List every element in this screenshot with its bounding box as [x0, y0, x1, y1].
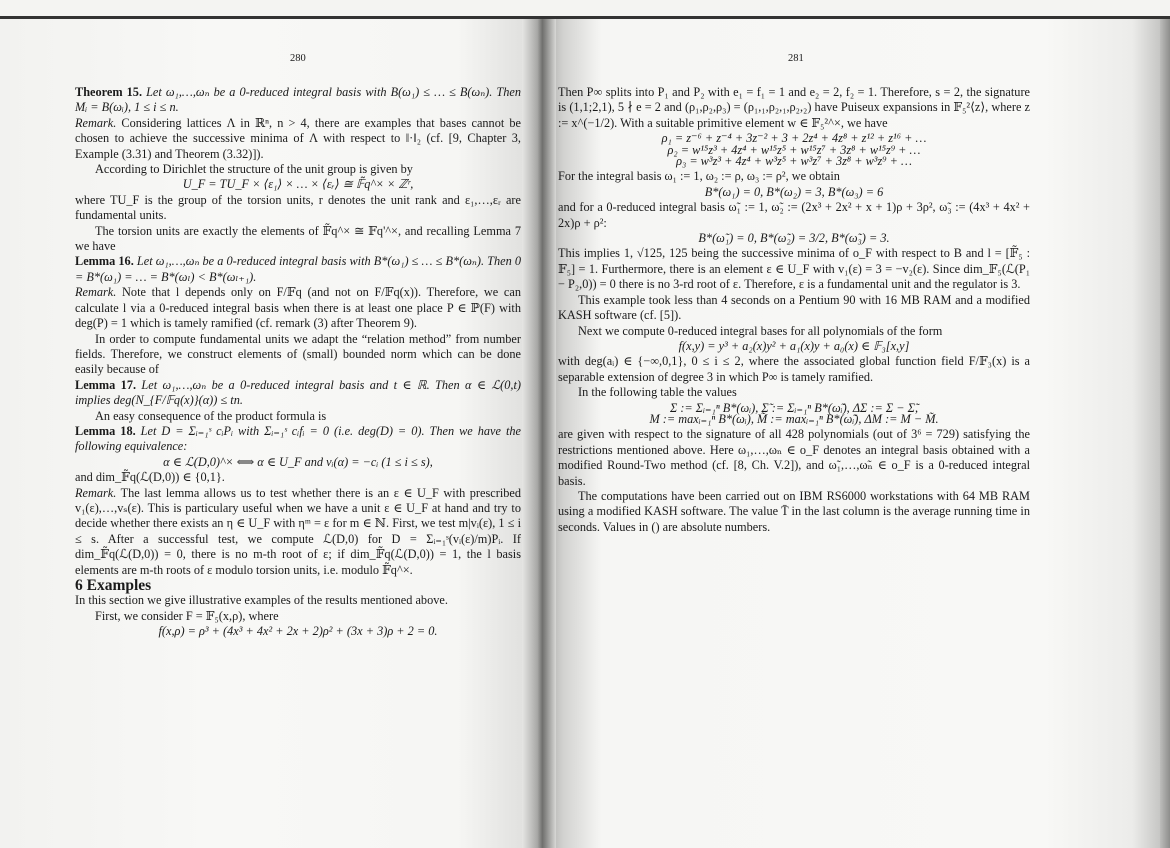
page-right — [538, 19, 1170, 848]
body-paragraph: Next we compute 0-reduced integral bases for all polynomials of the form — [578, 323, 943, 338]
theorem-label: Theorem 15. — [75, 85, 143, 99]
display-equation: ρ₂ = w¹⁵z³ + 4z⁴ + w¹⁵z⁵ + w¹⁵z⁷ + 3z⁸ + w¹⁵z⁹ + … — [667, 142, 921, 157]
page-left — [0, 19, 538, 848]
body-paragraph: Then P∞ splits into P₁ and P₂ with e₁ = f₁ = 1 and e₂ = 2, f₂ = 1. Therefore, s = 2, the signature is (1,1;2,1), 5 ∤ e = 2 and (ρ₁,ρ₂,ρ₃) = (ρ₁,₁,ρ₂,₁,ρ₂,₂) have Puiseux expansions in 𝔽₅²⟨z⟩, where z := x^(−1/2). With a suitable primitive element w ∈ 𝔽₅²^×, we have — [558, 85, 1030, 130]
body-paragraph: and for a 0-reduced integral basis ω̃₁ := 1, ω̃₂ := (2x³ + 2x² + x + 1)ρ + 3ρ², ω̃₃ := (4x³ + 4x² + 2x)ρ + ρ²: — [558, 200, 1030, 230]
body-paragraph: The torsion units are exactly the elements of 𝔽̃q^× ≅ 𝔽q'^×, and recalling Lemma 7 we have — [75, 223, 521, 254]
body-paragraph: This implies 1, √125, 125 being the successive minima of o_F with respect to B and l = [𝔽̃₅ : 𝔽₅] = 1. Furthermore, there is an element ε ∈ U_F with v₁(ε) = 3 = −v₂(ε). Since dim_𝔽₅(ℒ(P₁ − P₂,0)) = 0 there is no 3-rd root of ε. Therefore, ε is a fundamental unit and the regulator is 3. — [558, 246, 1030, 292]
body-paragraph: are given with respect to the signature of all 428 polynomials (out of 3⁶ = 729) satisfying the restrictions mentioned above. Here ω₁,…,ωₙ ∈ o_F denotes an integral basis obtained with a modified Round-Two method (cf. [8, Ch. V.2]), and ω̃₁,…,ω̃ₙ ∈ o_F is a 0-reduced integral basis. — [558, 427, 1030, 488]
display-equation: f(x,y) = y³ + a₂(x)y² + a₁(x)y + a₀(x) ∈ 𝔽₃[x,y] — [678, 338, 910, 353]
theorem-statement — [75, 254, 521, 285]
display-equation: f(x,ρ) = ρ³ + (4x³ + 4x² + 2x + 2)ρ² + (3x + 3)ρ + 2 = 0. — [158, 624, 438, 639]
theorem-body: Let ω₁,…,ωₙ be a 0-reduced integral basis and t ∈ ℝ. Then α ∈ ℒ(0,t) implies deg(N_{F/𝔽q(x)}(α)) ≤ tn. — [75, 377, 522, 408]
theorem-label: Lemma 18. — [75, 423, 136, 438]
body-paragraph: First, we consider F = 𝔽₅(x,ρ), where — [95, 608, 279, 623]
remark-body: The last lemma allows us to test whether there is an ε ∈ U_F with prescribed v₁(ε),…,vₛ(ε). This is particulary useful when we have a unit ε ∈ U_F at hand and try to decide whether there exists an η ∈ U_F with ηᵐ = ε for m ∈ ℕ. First, we test m|vᵢ(ε), 1 ≤ i ≤ s. After a successful test, we compute ℒ(D,0) for D = Σᵢ₌₁ˢ(vᵢ(ε)/m)Pᵢ. If dim_𝔽̃q(ℒ(D,0)) = 0, there is no m-th root of ε; if dim_𝔽̃q(ℒ(D,0)) = 1, the l basis elements are m-th roots of ε modulo torsion units, i.e. modulo 𝔽̃q^×. — [75, 485, 521, 577]
remark-label: Remark. — [75, 285, 117, 300]
display-equation: B*(ω̃₁) = 0, B*(ω̃₂) = 3/2, B*(ω̃₃) = 3. — [698, 231, 890, 246]
page-number-right: 281 — [788, 53, 804, 64]
page-number-left: 280 — [290, 53, 306, 64]
body-paragraph: This example took less than 4 seconds on a Pentium 90 with 16 MB RAM and a modified KASH software (cf. [5]). — [558, 292, 1030, 323]
remark-body: Considering lattices Λ in ℝⁿ, n > 4, there are examples that bases cannot be chosen to achieve the successive minima of Λ with respect to ‖·‖₂ (cf. [9, Chapter 3, Example (3.31) and Theorem (3.32)]). — [75, 115, 521, 161]
theorem-body: Let D = Σᵢ₌₁ˢ cᵢPᵢ with Σᵢ₌₁ˢ cᵢfᵢ = 0 (i.e. deg(D) = 0). Then we have the following equivalence: — [75, 423, 521, 454]
right-page-body — [558, 85, 1030, 535]
body-paragraph: In order to compute fundamental units we adapt the “relation method” from number fields. Therefore, we construct elements of (small) bounded norm which can be done easily because of — [75, 331, 521, 377]
body-paragraph: where TU_F is the group of the torsion units, r denotes the unit rank and ε₁,…,εᵣ are fundamental units. — [75, 192, 521, 223]
theorem-body: Let ω₁,…,ωₙ be a 0-reduced integral basis with B(ω₁) ≤ … ≤ B(ωₙ). Then Mᵢ = B(ωᵢ), 1 ≤ i ≤ n. — [75, 85, 522, 115]
display-equation: U_F = TU_F × ⟨ε₁⟩ × … × ⟨εᵣ⟩ ≅ 𝔽̃q^× × ℤʳ, — [182, 177, 414, 192]
remark-label: Remark. — [75, 485, 117, 500]
remark-label: Remark. — [75, 115, 117, 130]
theorem-statement — [75, 85, 521, 116]
remark-body: Note that l depends only on F/𝔽q (and not on F/𝔽q(x)). Therefore, we can calculate l via a 0-reduced integral basis when there is at least one place P ∈ ℙ(F) with deg(P) = 1 which is tamely ramified (cf. remark (3) after Theorem 9). — [75, 285, 521, 331]
body-paragraph: According to Dirichlet the structure of the unit group is given by — [95, 162, 413, 177]
display-equation: M := maxᵢ₌₁ⁿ B*(ωᵢ), M̃ := maxᵢ₌₁ⁿ B*(ω̃ᵢ), ΔM := M − M̃. — [649, 411, 939, 426]
body-paragraph: The computations have been carried out on IBM RS6000 workstations with 64 MB RAM using a modified KASH software. The value T̄ in the last column is the average running time in seconds. Values in () are absolute numbers. — [558, 488, 1030, 534]
remark-paragraph — [75, 486, 521, 578]
theorem-label: Lemma 17. — [75, 377, 137, 392]
section-heading: 6 Examples — [75, 577, 152, 594]
theorem-label: Lemma 16. — [75, 254, 134, 269]
theorem-body: Let ω₁,…,ωₙ be a 0-reduced integral basis with B*(ω₁) ≤ … ≤ B*(ωₙ). Then 0 = B*(ω₁) = … = B*(ωₗ) < B*(ωₗ₊₁). — [75, 254, 521, 284]
right-page-edge — [1160, 19, 1170, 848]
body-paragraph: For the integral basis ω₁ := 1, ω₂ := ρ, ω₃ := ρ², we obtain — [558, 169, 840, 184]
display-equation: α ∈ ℒ(D,0)^× ⟺ α ∈ U_F and vᵢ(α) = −cᵢ (1 ≤ i ≤ s), — [163, 454, 433, 469]
book-spine-shadow — [522, 19, 556, 848]
remark-paragraph — [75, 116, 521, 162]
body-paragraph: In the following table the values — [578, 385, 737, 400]
theorem-statement — [75, 378, 521, 409]
body-paragraph: and dim_𝔽̃q(ℒ(D,0)) ∈ {0,1}. — [75, 470, 225, 485]
body-paragraph: In this section we give illustrative examples of the results mentioned above. — [75, 593, 448, 608]
body-paragraph: An easy consequence of the product formula is — [95, 408, 327, 423]
body-paragraph: with deg(aᵢ) ∈ {−∞,0,1}, 0 ≤ i ≤ 2, where the associated global function field F/𝔽₃(x) is a separable extension of degree 3 in which P∞ is tamely ramified. — [558, 354, 1030, 384]
theorem-statement — [75, 424, 521, 455]
display-equation: B*(ω₁) = 0, B*(ω₂) = 3, B*(ω₃) = 6 — [704, 184, 884, 199]
display-equation: Σ := Σᵢ₌₁ⁿ B*(ωᵢ), Σ̃ := Σᵢ₌₁ⁿ B*(ω̃ᵢ), ΔΣ := Σ − Σ̃, — [669, 400, 919, 415]
display-equation: ρ₃ = w³z³ + 4z⁴ + w³z⁵ + w³z⁷ + 3z⁸ + w³z⁹ + … — [676, 154, 912, 169]
remark-paragraph — [75, 285, 521, 331]
left-page-body — [75, 85, 521, 640]
display-equation: ρ₁ = z⁻⁶ + z⁻⁴ + 3z⁻² + 3 + 2z⁴ + 4z⁸ + z¹² + z¹⁶ + … — [661, 131, 927, 146]
